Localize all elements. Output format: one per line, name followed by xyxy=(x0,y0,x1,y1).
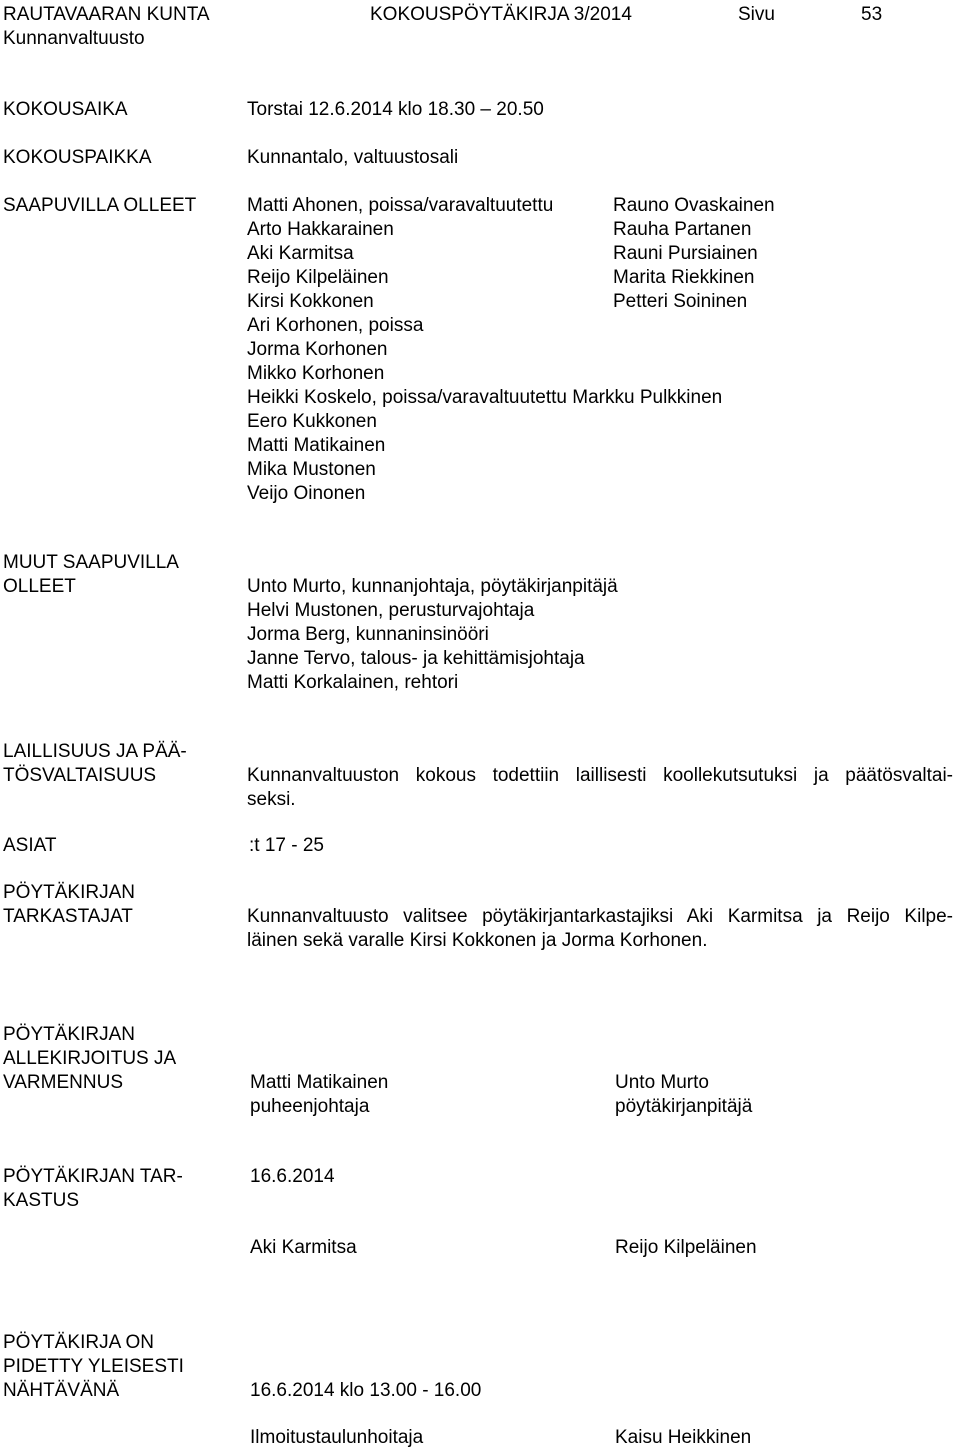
chair-title: puheenjohtaja xyxy=(250,1096,370,1117)
legality-text xyxy=(247,764,953,812)
attendee: Arto Hakkarainen xyxy=(247,219,394,240)
other-attendee: Jorma Berg, kunnaninsinööri xyxy=(247,624,489,645)
other-attendee: Unto Murto, kunnanjohtaja, pöytäkirjanpitäjä xyxy=(247,576,618,597)
attendee: Matti Matikainen xyxy=(247,435,386,456)
signatures-label-line2: ALLEKIRJOITUS JA xyxy=(3,1048,177,1069)
attendee: Eero Kukkonen xyxy=(247,411,377,432)
secretary-title: pöytäkirjanpitäjä xyxy=(615,1096,753,1117)
checkers-label-line1: PÖYTÄKIRJAN xyxy=(3,882,135,903)
attendee: Mikko Korhonen xyxy=(247,363,385,384)
attendee: Matti Ahonen, poissa/varavaltuutettu xyxy=(247,195,554,216)
checkers-text xyxy=(247,905,953,953)
attendee: Mika Mustonen xyxy=(247,459,376,480)
others-label-line1: MUUT SAAPUVILLA xyxy=(3,552,179,573)
meeting-time-value: Torstai 12.6.2014 klo 18.30 – 20.50 xyxy=(247,99,544,120)
matters-label: ASIAT xyxy=(3,835,57,856)
attendee: Jorma Korhonen xyxy=(247,339,388,360)
document-title: KOKOUSPÖYTÄKIRJA 3/2014 xyxy=(370,4,632,25)
attendee: Rauha Partanen xyxy=(613,219,752,240)
public-label-line2: PIDETTY YLEISESTI xyxy=(3,1356,184,1377)
other-attendee: Helvi Mustonen, perusturvajohtaja xyxy=(247,600,535,621)
checkers-text-line1: Kunnanvaltuusto valitsee pöytäkirjantarkastajiksi Aki Karmitsa ja Reijo Kilpe- xyxy=(247,906,953,927)
attendee: Ari Korhonen, poissa xyxy=(247,315,424,336)
attendee: Rauni Pursiainen xyxy=(613,243,758,264)
governing-body: Kunnanvaltuusto xyxy=(3,28,145,49)
other-attendee: Matti Korkalainen, rehtori xyxy=(247,672,459,693)
public-display-time: 16.6.2014 klo 13.00 - 16.00 xyxy=(250,1380,482,1401)
attendee: Rauno Ovaskainen xyxy=(613,195,775,216)
page-label: Sivu xyxy=(738,4,775,25)
review-label-line2: KASTUS xyxy=(3,1190,80,1211)
org-name: RAUTAVAARAN KUNTA xyxy=(3,4,210,25)
other-attendee: Janne Tervo, talous- ja kehittämisjohtaja xyxy=(247,648,585,669)
page-number: 53 xyxy=(861,4,883,25)
notice-board-person: Kaisu Heikkinen xyxy=(615,1427,752,1448)
meeting-place-value: Kunnantalo, valtuustosali xyxy=(247,147,459,168)
attendee: Reijo Kilpeläinen xyxy=(247,267,389,288)
review-label-line1: PÖYTÄKIRJAN TAR- xyxy=(3,1166,183,1187)
others-label-line2: OLLEET xyxy=(3,576,76,597)
attendee: Veijo Oinonen xyxy=(247,483,366,504)
matters-value: :t 17 - 25 xyxy=(249,835,324,856)
review-date: 16.6.2014 xyxy=(250,1166,335,1187)
public-label-line1: PÖYTÄKIRJA ON xyxy=(3,1332,154,1353)
signatures-label-line1: PÖYTÄKIRJAN xyxy=(3,1024,135,1045)
attendees-label: SAAPUVILLA OLLEET xyxy=(3,195,197,216)
checkers-label-line2: TARKASTAJAT xyxy=(3,906,133,927)
meeting-place-label: KOKOUSPAIKKA xyxy=(3,147,152,168)
notice-board-role: Ilmoitustaulunhoitaja xyxy=(250,1427,424,1448)
public-label-line3: NÄHTÄVÄNÄ xyxy=(3,1380,120,1401)
checkers-text-line2: läinen sekä varalle Kirsi Kokkonen ja Jorma Korhonen. xyxy=(247,930,708,951)
legality-label-line1: LAILLISUUS JA PÄÄ- xyxy=(3,741,187,762)
attendee: Kirsi Kokkonen xyxy=(247,291,374,312)
attendee: Petteri Soininen xyxy=(613,291,748,312)
meeting-time-label: KOKOUSAIKA xyxy=(3,99,128,120)
signatures-label-line3: VARMENNUS xyxy=(3,1072,123,1093)
review-checker-1: Aki Karmitsa xyxy=(250,1237,357,1258)
legality-label-line2: TÖSVALTAISUUS xyxy=(3,765,157,786)
legality-text-line2: seksi. xyxy=(247,789,296,810)
attendee: Aki Karmitsa xyxy=(247,243,354,264)
chair-name: Matti Matikainen xyxy=(250,1072,389,1093)
attendee: Marita Riekkinen xyxy=(613,267,755,288)
review-checker-2: Reijo Kilpeläinen xyxy=(615,1237,757,1258)
secretary-name: Unto Murto xyxy=(615,1072,709,1093)
legality-text-line1: Kunnanvaltuuston kokous todettiin laillisesti koollekutsutuksi ja päätösvaltai- xyxy=(247,765,953,786)
attendee: Heikki Koskelo, poissa/varavaltuutettu Markku Pulkkinen xyxy=(247,387,723,408)
